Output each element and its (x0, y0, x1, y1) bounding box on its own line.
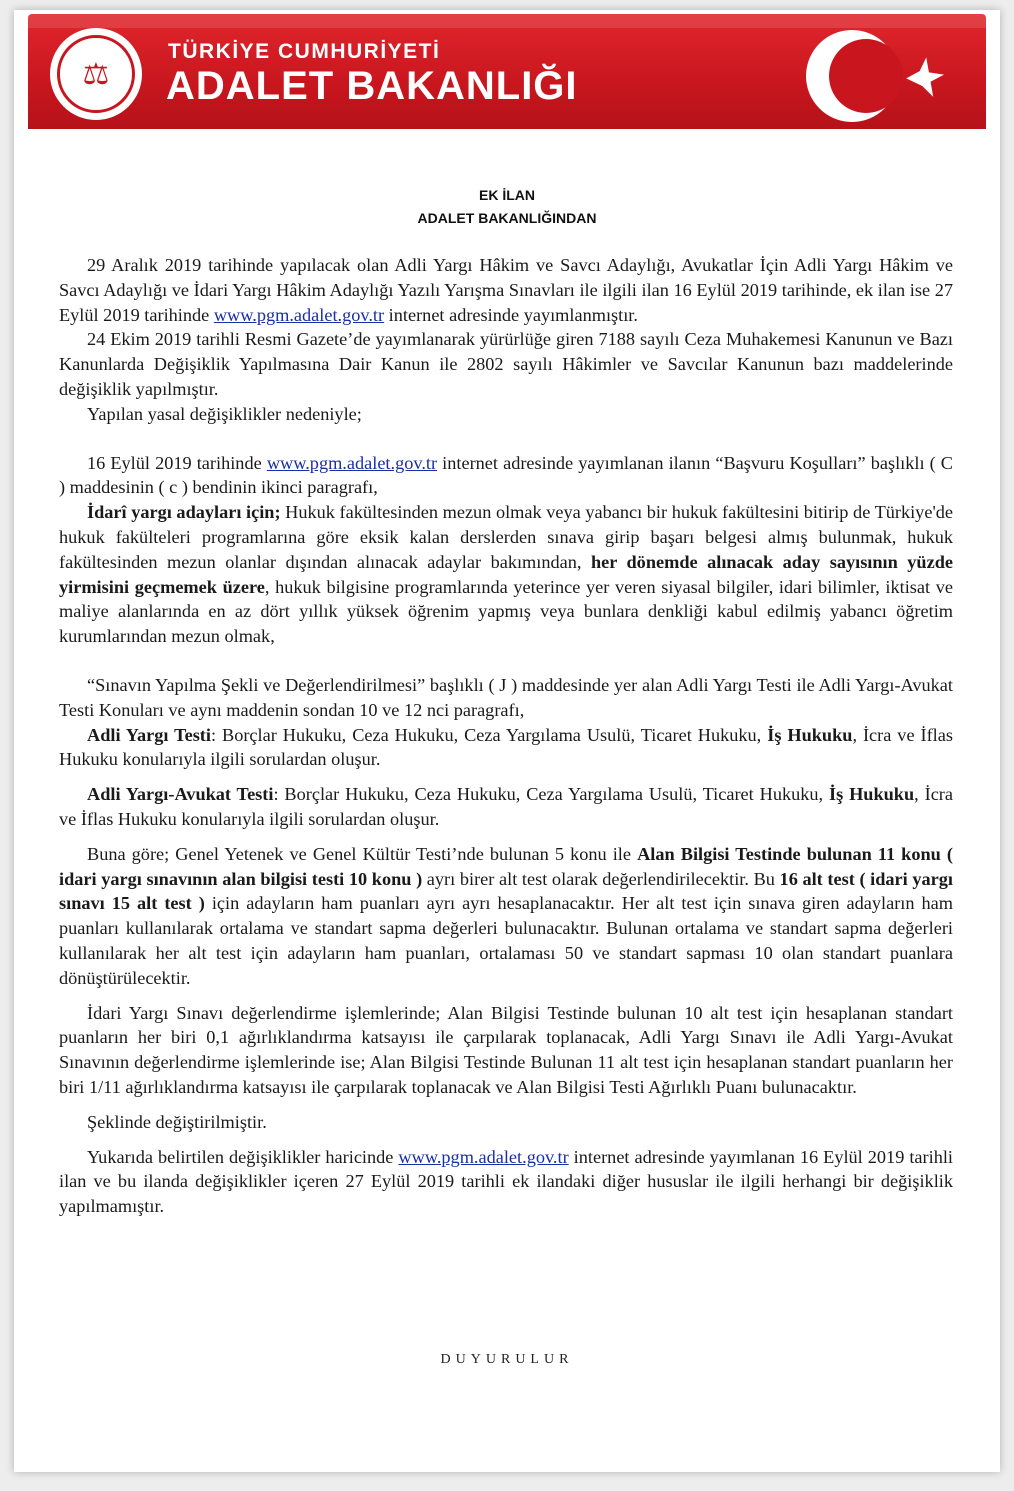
paragraph-administrative-candidates: İdarî yargı adayları için; Hukuk fakültesinden mezun olmak veya yabancı bir hukuk fakültesini bitirip de Türkiye'de hukuk fakülteleri programlarına göre eksik kalan derslerden sınava girip başarı belgesi almış bulunmak, hukuk fakültesinden mezun olanlar dışından alınacak adaylar bakımından, her dönemde alınacak aday sayısının yüzde yirmisini geçmemek üzere, hukuk bilgisine programlarında yeterince yer veren siyasal bilgiler, idari bilimler, iktisat ve maliye alanlarında en az dört yıllık yüksek öğrenim yapmış veya bunlara denkliği kabul edilmiş yabancı öğretim kurumlarından mezun olmak, (59, 502, 953, 647)
paragraph-amended: Şeklinde değiştirilmiştir. (87, 1111, 267, 1132)
paragraph-weighting: İdari Yargı Sınavı değerlendirme işlemlerinde; Alan Bilgisi Testinde bulunan 10 alt test için hesaplanan standart puanların her biri 0,1 ağırlıklandırma katsayısı ile çarpılarak toplanacak, Adli Yargı Sınavı ile Adli Yargı-Avukat Sınavının değerlendirme işlemlerinde ise; Alan Bilgisi Testinde Bulunan 11 alt test için hesaplanan standart puanların her biri 1/11 ağırlıklandırma katsayısı ile çarpılarak toplanacak ve Alan Bilgisi Testi Ağırlıklı Puanı bulunacaktır. (59, 1002, 953, 1097)
paragraph-judicial-test: Adli Yargı Testi: Borçlar Hukuku, Ceza Hukuku, Ceza Yargılama Usulü, Ticaret Hukuku, İş Hukuku, İcra ve İflas Hukuku konularıyla ilgili sorulardan oluşur. (59, 724, 953, 770)
paragraph-lawyer-test: Adli Yargı-Avukat Testi: Borçlar Hukuku, Ceza Hukuku, Ceza Yargılama Usulü, Ticaret Hukuku, İş Hukuku, İcra ve İflas Hukuku konularıyla ilgili sorulardan oluşur. (59, 784, 954, 829)
crescent-star-icon (780, 20, 960, 129)
paragraph-exam-method: “Sınavın Yapılma Şekli ve Değerlendirilmesi” başlıklı ( J ) maddesinde yer alan Adli Yargı Testi ile Adli Yargı-Avukat Testi Konuları ve aynı maddenin sondan 10 ve 12 nci paragrafı, (59, 674, 953, 720)
pgm-website-link[interactable]: www.pgm.adalet.gov.tr (213, 304, 385, 325)
scales-icon: ⚖ (57, 35, 135, 113)
paragraph-application-conditions: 16 Eylül 2019 tarihinde www.pgm.adalet.gov.tr internet adresinde yayımlanan ilanın “Başvuru Koşulları” başlıklı ( C ) maddesinin ( c ) bendinin ikinci paragrafı, (59, 452, 954, 498)
paragraph-scoring: Buna göre; Genel Yetenek ve Genel Kültür Testi’nde bulunan 5 konu ile Alan Bilgisi Testinde bulunan 11 konu ( idari yargı sınavının alan bilgisi testi 10 konu ) ayrı birer alt test olarak değerlendirilecektir. Bu 16 alt test ( idari yargı sınavı 15 alt test ) için adayların ham puanları ayrı ayrı hesaplanacaktır. Her alt test için sınava giren adayların ham puanları kullanılarak ortalama ve standart sapma değerleri bulunacaktır. Bulunan ortalama ve standart sapma değerleri kullanılarak her alt test için adayların ham puanları, ortalaması 50 ve standart sapması 10 olan standart puanlara dönüştürülecektir. (59, 843, 953, 988)
paragraph-announcement: 29 Aralık 2019 tarihinde yapılacak olan Adli Yargı Hâkim ve Savcı Adaylığı, Avukatlar İçin Adli Yargı Hâkim ve Savcı Adaylığı ve İdari Yargı Hâkim Adaylığı Yazılı Yarışma Sınavları ile ilgili ilan 16 Eylül 2019 tarihinde, ek ilan ise 27 Eylül 2019 tarihinde www.pgm.adalet.gov.tr internet adresinde yayımlanmıştır. (59, 255, 953, 325)
pgm-website-link[interactable]: www.pgm.adalet.gov.tr (398, 1146, 569, 1167)
header-ministry-name: ADALET BAKANLIĞI (166, 64, 578, 108)
ministry-seal-icon (50, 28, 142, 120)
announcement-footer: DUYURULUR (440, 1352, 574, 1367)
paragraph-reason: Yapılan yasal değişiklikler nedeniyle; (87, 403, 362, 424)
notice-title: EK İLAN (479, 187, 535, 203)
pgm-website-link[interactable]: www.pgm.adalet.gov.tr (266, 452, 438, 473)
notice-body (59, 253, 953, 1219)
header-country-name: TÜRKİYE CUMHURİYETİ (168, 40, 441, 63)
paragraph-other-matters: Yukarıda belirtilen değişiklikler haricinde www.pgm.adalet.gov.tr internet adresinde yayımlanan 16 Eylül 2019 tarihli ilan ve bu ilanda değişiklikler içeren 27 Eylül 2019 tarihli ek ilandaki diğer hususlar ile ilgili herhangi bir değişiklik yapılmamıştır. (59, 1146, 953, 1217)
header-banner (28, 14, 986, 129)
notice-issuer: ADALET BAKANLIĞINDAN (417, 210, 597, 226)
paragraph-law-change: 24 Ekim 2019 tarihli Resmi Gazete’de yayımlanarak yürürlüğe giren 7188 sayılı Ceza Muhakemesi Kanunun ve Bazı Kanunlarda Değişiklik Yapılmasına Dair Kanun ile 2802 sayılı Hâkimler ve Savcılar Kanunun bazı maddelerinde değişiklik yapılmıştır. (59, 329, 953, 399)
